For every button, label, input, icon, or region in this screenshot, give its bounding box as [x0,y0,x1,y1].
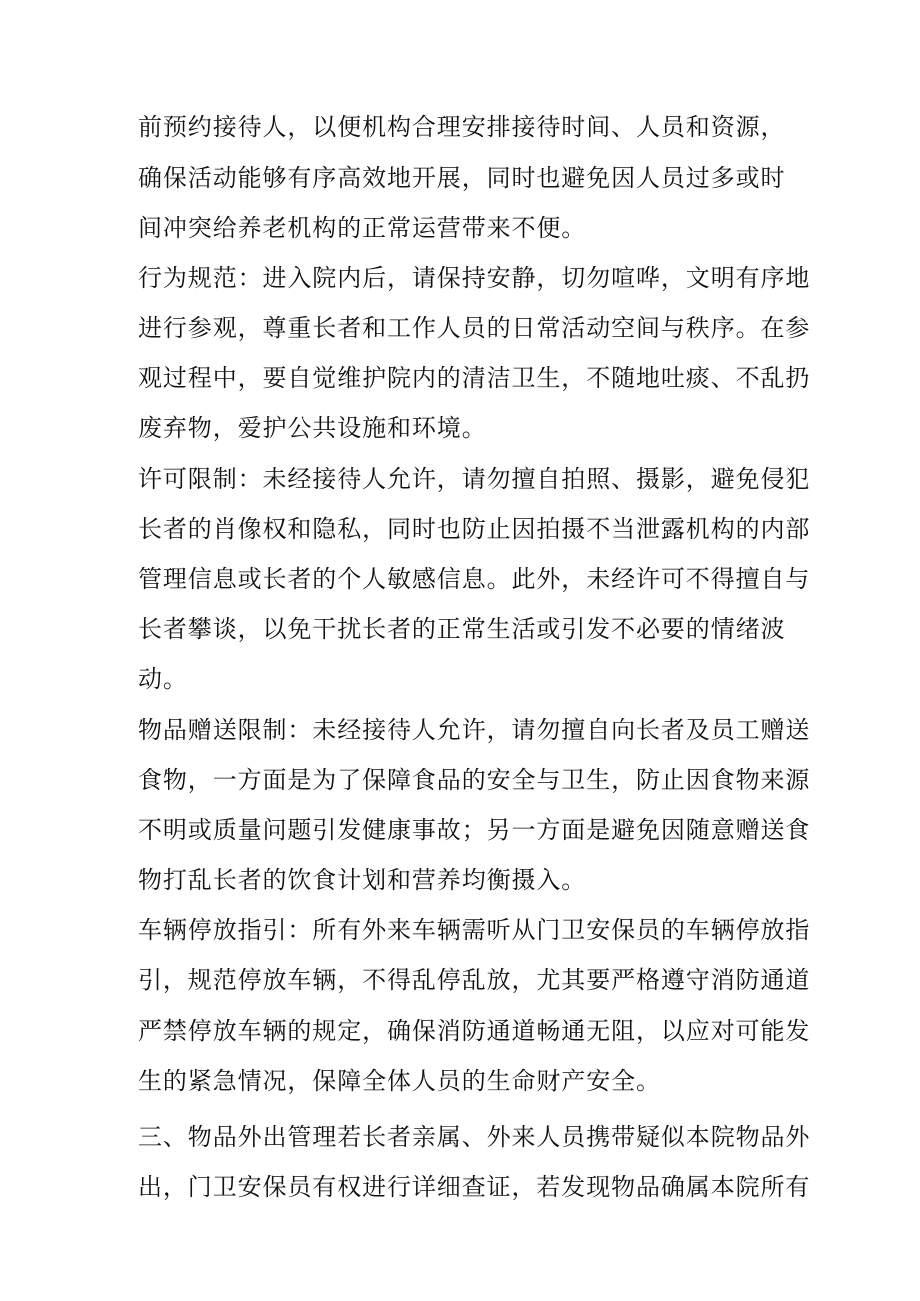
text-line: 管理信息或长者的个人敏感信息。此外，未经许可不得擅自与 [138,565,811,593]
text-line: 严禁停放车辆的规定，确保消防通道畅通无阻，以应对可能发 [138,1017,811,1045]
text-line: 长者的肖像权和隐私，同时也防止因拍摄不当泄露机构的内部 [138,515,811,543]
text-line: 观过程中，要自觉维护院内的清洁卫生，不随地吐痰、不乱扔 [138,364,811,392]
text-line: 食物，一方面是为了保障食品的安全与卫生，防止因食物来源 [138,766,811,794]
text-line: 进行参观，尊重长者和工作人员的日常活动空间与秩序。在参 [138,314,811,342]
text-line: 废弃物，爱护公共设施和环境。 [138,414,487,442]
text-line: 生的紧急情况，保障全体人员的生命财产安全。 [138,1067,661,1095]
text-line: 行为规范：进入院内后，请保持安静，切勿喧哗，文明有序地 [138,264,811,292]
text-line: 三、物品外出管理若长者亲属、外来人员携带疑似本院物品外 [138,1123,811,1151]
text-line: 出，门卫安保员有权进行详细查证，若发现物品确属本院所有 [138,1173,811,1201]
text-line: 间冲突给养老机构的正常运营带来不便。 [138,214,587,242]
text-line: 动。 [138,665,188,693]
text-line: 长者攀谈，以免干扰长者的正常生活或引发不必要的情绪波 [138,615,786,643]
text-line: 不明或质量问题引发健康事故；另一方面是避免因随意赠送食 [138,816,811,844]
text-line: 引，规范停放车辆，不得乱停乱放，尤其要严格遵守消防通道 [138,966,811,994]
text-line: 物打乱长者的饮食计划和营养均衡摄入。 [138,866,587,894]
text-line: 前预约接待人，以便机构合理安排接待时间、人员和资源， [138,113,786,141]
text-line: 物品赠送限制：未经接待人允许，请勿擅自向长者及员工赠送 [138,716,811,744]
text-line: 车辆停放指引：所有外来车辆需听从门卫安保员的车辆停放指 [138,916,811,944]
text-line: 确保活动能够有序高效地开展，同时也避免因人员过多或时 [138,164,786,192]
text-line: 许可限制：未经接待人允许，请勿擅自拍照、摄影，避免侵犯 [138,465,811,493]
